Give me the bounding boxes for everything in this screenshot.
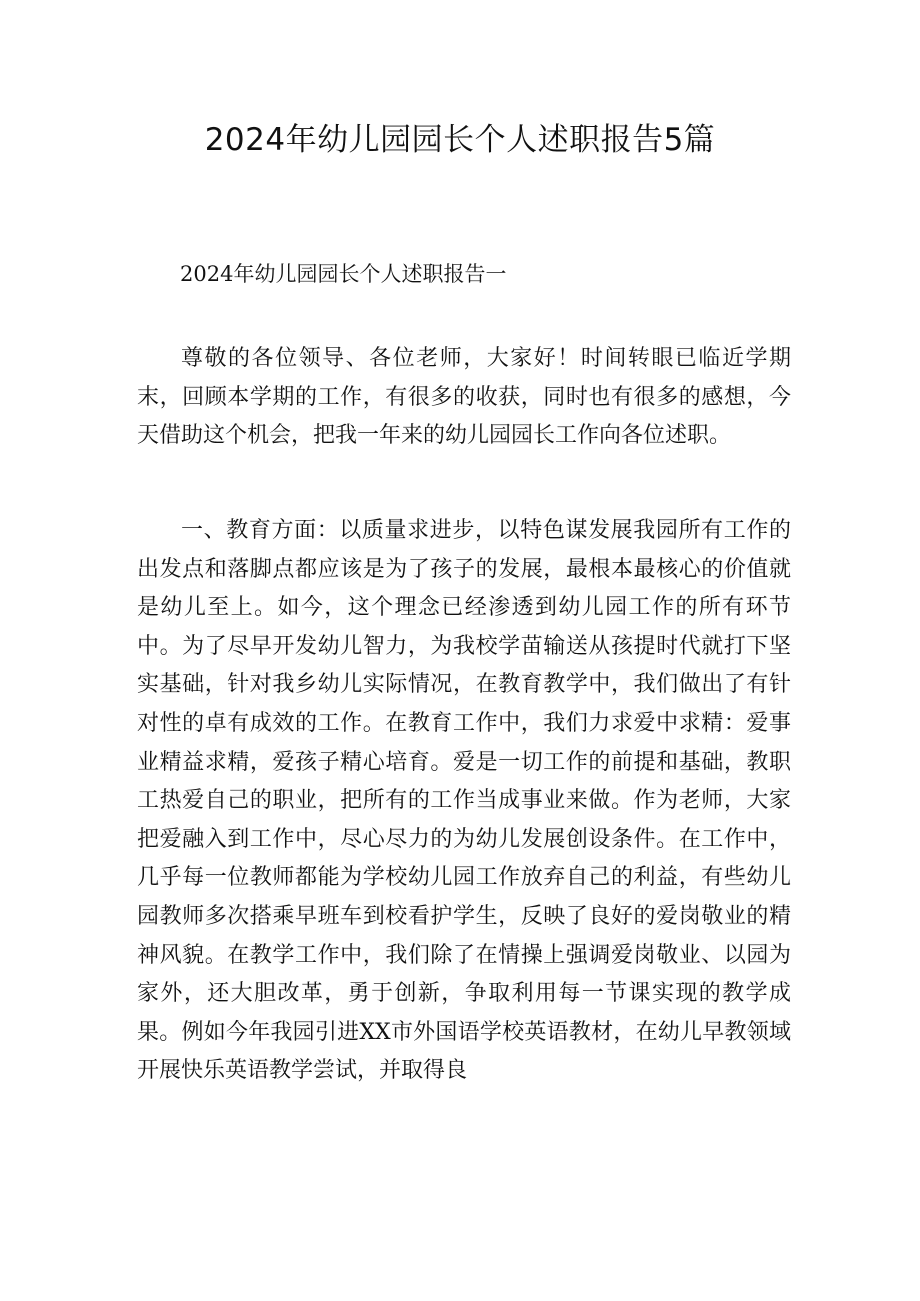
document-title: 2024年幼儿园园长个人述职报告5篇 [204, 122, 716, 158]
section-subtitle: 2024年幼儿园园长个人述职报告一 [180, 262, 507, 286]
paragraph-education: 一、教育方面：以质量求进步，以特色谋发展我园所有工作的出发点和落脚点都应该是为了孩子的发展，最根本最核心的价值就是幼儿至上。如今，这个理念已经渗透到幼儿园工作的所有环节中。为了尽早开发幼儿智力，为我校学苗输送从孩提时代就打下坚实基础，针对我乡幼儿实际情况，在教育教学中，我们做出了有针对性的卓有成效的工作。在教育工作中，我们力求爱中求精：爱事业精益求精，爱孩子精心培育。爱是一切工作的前提和基础，教职工热爱自己的职业，把所有的工作当成事业来做。作为老师，大家把爱融入到工作中，尽心尽力的为幼儿发展创设条件。在工作中，几乎每一位教师都能为学校幼儿园工作放弃自己的利益，有些幼儿园教师多次搭乘早班车到校看护学生，反映了良好的爱岗敬业的精神风貌。在教学工作中，我们除了在情操上强调爱岗敬业、以园为家外，还大胆改革，勇于创新，争取利用每一节课实现的教学成果。例如今年我园引进XX市外国语学校英语教材，在幼儿早教领域开展快乐英语教学尝试，并取得良 [137, 518, 791, 1084]
paragraph-greeting: 尊敬的各位领导、各位老师，大家好！时间转眼已临近学期末，回顾本学期的工作，有很多的收获，同时也有很多的感想，今天借助这个机会，把我一年来的幼儿园园长工作向各位述职。 [137, 346, 791, 449]
